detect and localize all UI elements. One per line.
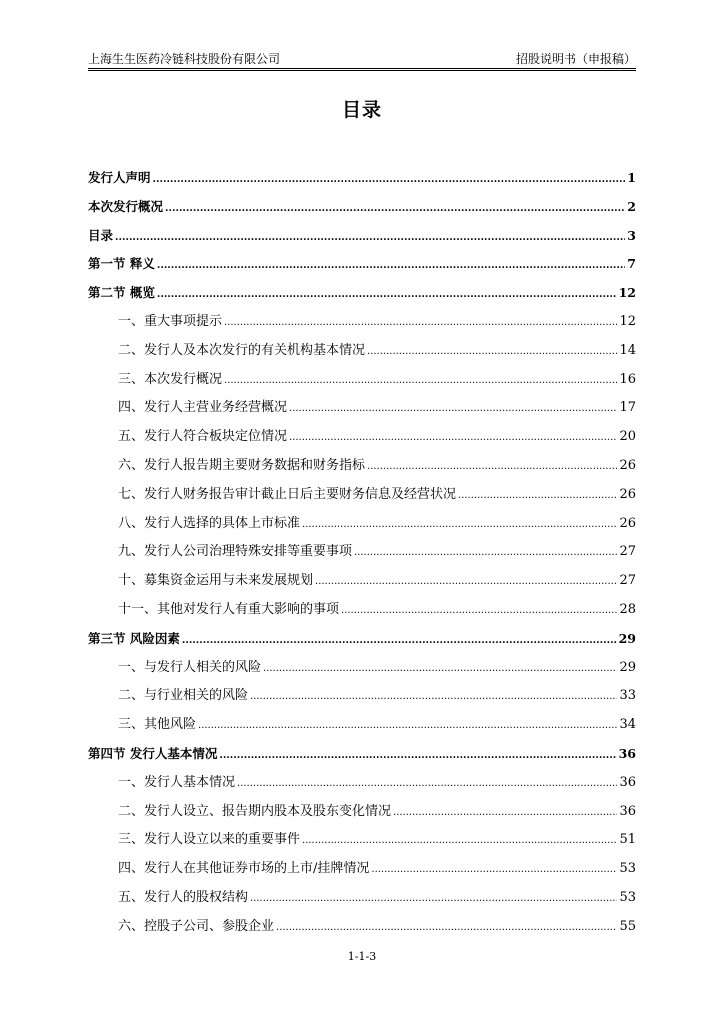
toc-entry[interactable] xyxy=(88,279,636,308)
toc-entry-page: 1 xyxy=(627,170,636,185)
page-title: 目录 xyxy=(341,99,382,121)
toc-entry-page: 36 xyxy=(619,803,636,819)
toc-entry-label: 三、发行人设立以来的重要事件 xyxy=(118,832,301,848)
toc-entry[interactable] xyxy=(88,826,636,855)
toc-entry-label: 六、发行人报告期主要财务数据和财务指标 xyxy=(118,457,366,473)
toc-entry-page: 55 xyxy=(619,918,636,934)
toc-entry-page: 29 xyxy=(618,630,636,646)
toc-entry[interactable] xyxy=(88,654,636,683)
toc-entry-label: 四、发行人主营业务经营概况 xyxy=(118,400,288,416)
toc-entry-label: 四、发行人在其他证券市场的上市/挂牌情况 xyxy=(118,861,370,877)
table-of-contents xyxy=(88,164,636,942)
header-doc-type: 招股说明书（申报稿） xyxy=(515,52,636,66)
toc-entry-page: 26 xyxy=(619,457,636,473)
toc-entry-label: 第二节 概览 xyxy=(88,285,155,301)
toc-entry-page: 17 xyxy=(619,400,636,416)
toc-entry[interactable] xyxy=(88,567,636,596)
page-header xyxy=(88,50,636,69)
toc-entry-page: 51 xyxy=(619,832,636,848)
toc-entry-page: 53 xyxy=(619,889,636,905)
toc-dot-leader xyxy=(153,164,626,195)
toc-dot-leader xyxy=(263,654,617,684)
toc-entry[interactable] xyxy=(88,164,636,193)
toc-dot-leader xyxy=(458,481,617,511)
toc-entry[interactable] xyxy=(88,193,636,222)
toc-dot-leader xyxy=(289,423,617,453)
header-rule xyxy=(88,70,636,71)
header-company: 上海生生医药冷链科技股份有限公司 xyxy=(88,52,281,66)
toc-entry[interactable] xyxy=(88,769,636,798)
toc-dot-leader xyxy=(315,567,617,597)
toc-dot-leader xyxy=(198,711,617,741)
toc-dot-leader xyxy=(219,740,616,771)
toc-entry-page: 27 xyxy=(619,573,636,589)
toc-dot-leader xyxy=(224,308,617,338)
toc-dot-leader xyxy=(302,510,617,540)
toc-entry[interactable] xyxy=(88,250,636,279)
toc-dot-leader xyxy=(237,769,617,799)
toc-entry[interactable] xyxy=(88,222,636,251)
toc-entry[interactable] xyxy=(88,394,636,423)
toc-entry-page: 16 xyxy=(619,371,636,387)
toc-dot-leader xyxy=(250,682,617,712)
toc-entry-page: 26 xyxy=(619,486,636,502)
toc-entry[interactable] xyxy=(88,423,636,452)
toc-dot-leader xyxy=(115,222,625,253)
toc-entry-label: 第一节 释义 xyxy=(88,256,155,272)
toc-entry-label: 第三节 风险因素 xyxy=(88,630,180,646)
toc-entry-label: 十一、其他对发行人有重大影响的事项 xyxy=(118,601,340,617)
toc-entry-label: 十、募集资金运用与未来发展规划 xyxy=(118,573,314,589)
toc-entry-label: 二、发行人设立、报告期内股本及股东变化情况 xyxy=(118,803,392,819)
toc-entry-page: 36 xyxy=(619,774,636,790)
toc-entry[interactable] xyxy=(88,538,636,567)
toc-entry[interactable] xyxy=(88,740,636,769)
toc-entry[interactable] xyxy=(88,452,636,481)
toc-entry-page: 2 xyxy=(627,198,636,214)
toc-entry-page: 27 xyxy=(619,544,636,560)
toc-dot-leader xyxy=(371,855,617,885)
toc-entry[interactable] xyxy=(88,308,636,337)
toc-entry-page: 28 xyxy=(619,601,636,617)
toc-entry-page: 12 xyxy=(618,285,636,301)
toc-entry-page: 3 xyxy=(627,227,636,243)
toc-entry-label: 五、发行人的股权结构 xyxy=(118,889,249,905)
toc-dot-leader xyxy=(302,826,617,856)
toc-entry[interactable] xyxy=(88,510,636,539)
toc-dot-leader xyxy=(289,394,617,424)
toc-entry-page: 20 xyxy=(619,429,636,445)
toc-entry[interactable] xyxy=(88,682,636,711)
page-footer-number: 1-1-3 xyxy=(347,950,377,963)
toc-entry-label: 九、发行人公司治理特殊安排等重要事项 xyxy=(118,544,353,560)
toc-dot-leader xyxy=(157,279,617,310)
toc-entry-label: 目录 xyxy=(88,227,114,243)
toc-dot-leader xyxy=(367,337,617,367)
toc-entry-label: 一、重大事项提示 xyxy=(118,313,223,329)
toc-entry-label: 一、与发行人相关的风险 xyxy=(118,659,262,675)
toc-dot-leader xyxy=(224,366,617,396)
toc-dot-leader xyxy=(165,193,625,224)
toc-entry-label: 五、发行人符合板块定位情况 xyxy=(118,429,288,445)
toc-entry-label: 第四节 发行人基本情况 xyxy=(88,745,218,761)
toc-entry[interactable] xyxy=(88,855,636,884)
toc-dot-leader xyxy=(341,596,617,626)
toc-entry[interactable] xyxy=(88,884,636,913)
toc-entry[interactable] xyxy=(88,366,636,395)
toc-entry[interactable] xyxy=(88,481,636,510)
toc-dot-leader xyxy=(354,538,617,568)
toc-entry-page: 34 xyxy=(619,717,636,733)
toc-entry-page: 12 xyxy=(619,313,636,329)
toc-entry-page: 36 xyxy=(618,745,636,761)
toc-entry-page: 29 xyxy=(619,659,636,675)
toc-entry-label: 六、控股子公司、参股企业 xyxy=(118,918,275,934)
toc-entry-label: 八、发行人选择的具体上市标准 xyxy=(118,515,301,531)
toc-entry[interactable] xyxy=(88,337,636,366)
toc-dot-leader xyxy=(182,625,617,656)
toc-entry-label: 三、其他风险 xyxy=(118,717,197,733)
toc-entry[interactable] xyxy=(88,625,636,654)
toc-entry-page: 14 xyxy=(619,342,636,358)
toc-entry[interactable] xyxy=(88,596,636,625)
toc-entry[interactable] xyxy=(88,798,636,827)
toc-entry-page: 26 xyxy=(619,515,636,531)
toc-dot-leader xyxy=(367,452,617,482)
toc-dot-leader xyxy=(157,250,625,281)
toc-entry[interactable] xyxy=(88,711,636,740)
toc-entry-label: 七、发行人财务报告审计截止日后主要财务信息及经营状况 xyxy=(118,486,457,502)
toc-entry-label: 二、与行业相关的风险 xyxy=(118,688,249,704)
toc-dot-leader xyxy=(250,884,617,914)
toc-entry-label: 一、发行人基本情况 xyxy=(118,774,236,790)
toc-entry[interactable] xyxy=(88,913,636,942)
toc-dot-leader xyxy=(393,798,617,828)
toc-entry-label: 二、发行人及本次发行的有关机构基本情况 xyxy=(118,342,366,358)
toc-entry-label: 发行人声明 xyxy=(88,170,151,185)
toc-entry-page: 7 xyxy=(627,256,636,272)
toc-entry-page: 53 xyxy=(619,861,636,877)
toc-dot-leader xyxy=(276,913,617,943)
toc-entry-label: 本次发行概况 xyxy=(88,198,164,214)
toc-entry-page: 33 xyxy=(619,688,636,704)
toc-entry-label: 三、本次发行概况 xyxy=(118,371,223,387)
